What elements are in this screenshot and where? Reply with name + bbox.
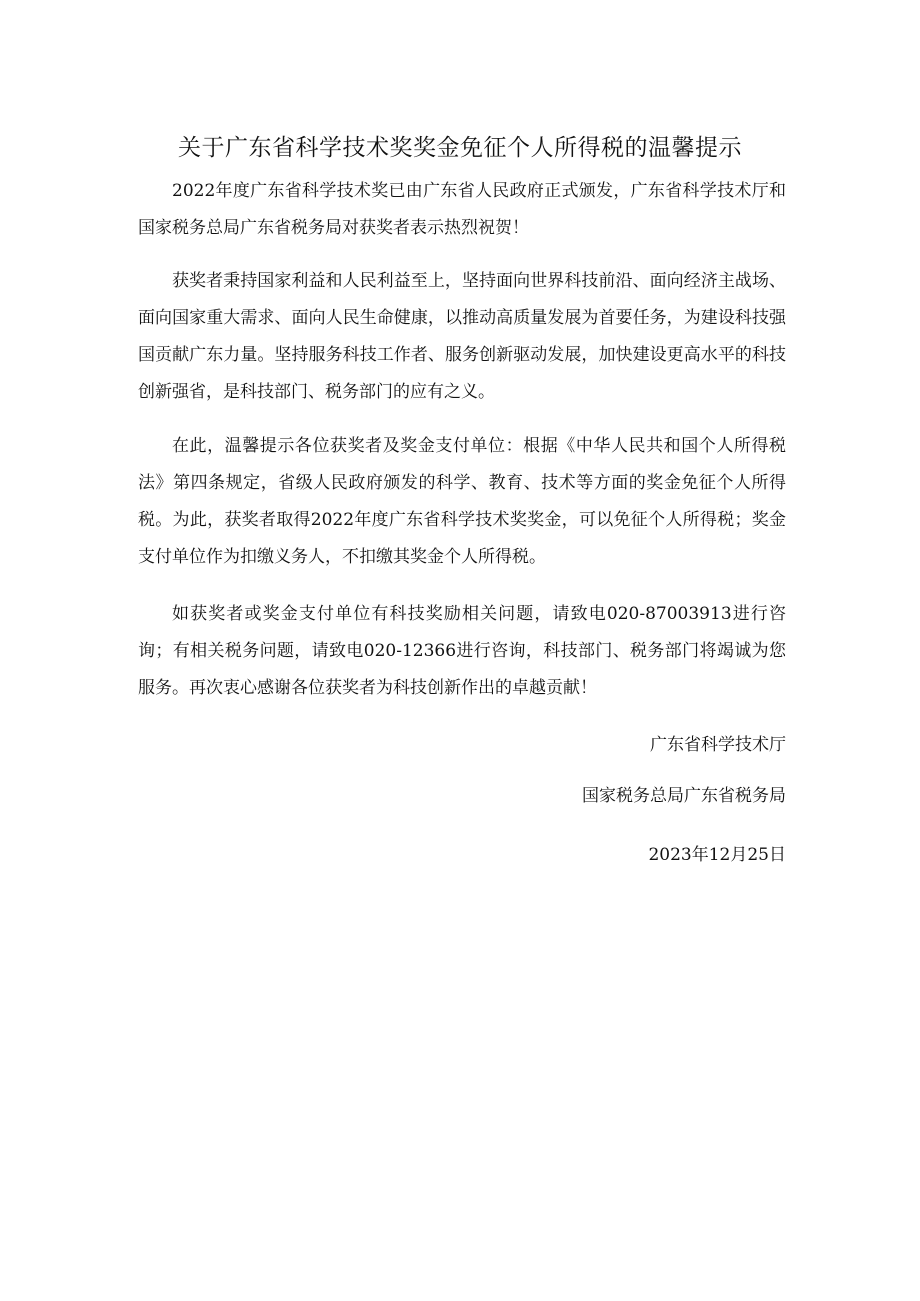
paragraph-mission: 获奖者秉持国家利益和人民利益至上，坚持面向世界科技前沿、面向经济主战场、面向国家重大需求、面向人民生命健康，以推动高质量发展为首要任务，为建设科技强国贡献广东力量。坚持服务科技工作者、服务创新驱动发展，加快建设更高水平的科技创新强省，是科技部门、税务部门的应有之义。 [138,271,786,402]
paragraph-congratulations: 2022年度广东省科学技术奖已由广东省人民政府正式颁发，广东省科学技术厅和国家税务总局广东省税务局对获奖者表示热烈祝贺！ [138,181,786,238]
signature-date: 2023年12月25日 [648,845,786,865]
signature-tax-bureau: 国家税务总局广东省税务局 [582,786,786,806]
paragraph-tax-exemption: 在此，温馨提示各位获奖者及奖金支付单位：根据《中华人民共和国个人所得税法》第四条规定，省级人民政府颁发的科学、教育、技术等方面的奖金免征个人所得税。为此，获奖者取得2022年度广东省科学技术奖奖金，可以免征个人所得税；奖金支付单位作为扣缴义务人，不扣缴其奖金个人所得税。 [138,436,786,567]
paragraph-contact: 如获奖者或奖金支付单位有科技奖励相关问题，请致电020-87003913进行咨询；有相关税务问题，请致电020-12366进行咨询，科技部门、税务部门将竭诚为您服务。再次衷心感谢各位获奖者为科技创新作出的卓越贡献！ [138,604,786,698]
signature-science-department: 广东省科学技术厅 [650,735,786,755]
document-title: 关于广东省科学技术奖奖金免征个人所得税的温馨提示 [178,135,742,161]
